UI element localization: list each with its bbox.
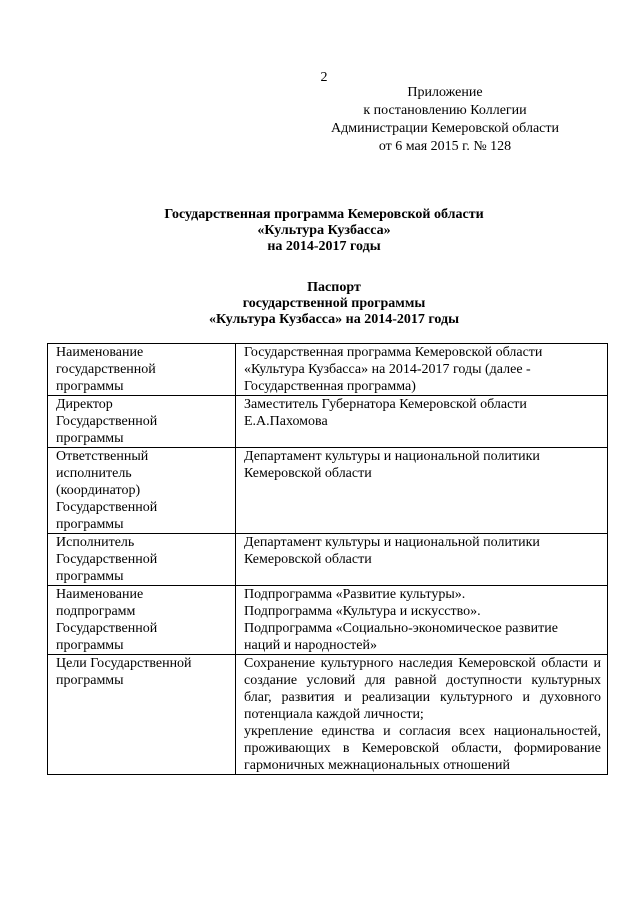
label-line: (координатор) <box>56 483 141 498</box>
value-line: Кемеровской области <box>244 552 372 567</box>
table-row <box>48 534 608 586</box>
title-line: «Культура Кузбасса» <box>257 223 391 238</box>
value-paragraph: Сохранение культурного наследия Кемеровской области и создание условий для равной доступности культурных благ, развития и реализации культурного и духовного потенциала каждой личности; <box>244 656 601 722</box>
passport-title <box>0 280 640 328</box>
passport-table <box>47 343 608 775</box>
table-row <box>48 655 608 775</box>
program-title <box>0 207 640 255</box>
title-line: государственной программы <box>242 296 426 311</box>
label-line: Директор <box>56 397 113 412</box>
row-label <box>48 396 236 448</box>
value-line: Государственная программа) <box>244 379 416 394</box>
page-number: 2 <box>320 70 328 85</box>
label-line: Государственной <box>56 414 158 429</box>
appendix-line: Приложение <box>407 85 483 100</box>
label-line: программы <box>56 638 124 653</box>
appendix-header <box>295 84 595 156</box>
row-label <box>48 534 236 586</box>
label-line: программы <box>56 673 124 688</box>
title-line: Паспорт <box>307 280 361 295</box>
label-line: Государственной <box>56 500 158 515</box>
appendix-line: к постановлению Коллегии <box>363 103 527 118</box>
value-line: Государственная программа Кемеровской области <box>244 345 543 360</box>
title-line: на 2014-2017 годы <box>267 239 381 254</box>
appendix-line: от 6 мая 2015 г. № 128 <box>378 139 512 154</box>
row-value <box>236 655 608 775</box>
table-row <box>48 344 608 396</box>
label-line: Государственной <box>56 621 158 636</box>
row-label <box>48 448 236 534</box>
title-line: «Культура Кузбасса» на 2014-2017 годы <box>208 312 460 327</box>
value-line: Заместитель Губернатора Кемеровской области <box>244 397 527 412</box>
label-line: программы <box>56 431 124 446</box>
value-line: Подпрограмма «Социально-экономическое развитие <box>244 621 558 636</box>
value-line: Кемеровской области <box>244 466 372 481</box>
label-line: государственной <box>56 362 156 377</box>
row-label <box>48 655 236 775</box>
row-value <box>236 396 608 448</box>
label-line: Ответственный <box>56 449 149 464</box>
value-line: «Культура Кузбасса» на 2014-2017 годы (далее - <box>244 362 531 377</box>
value-line: наций и народностей» <box>244 638 377 653</box>
title-line: Государственная программа Кемеровской области <box>164 207 484 222</box>
row-value <box>236 344 608 396</box>
value-line: Е.А.Пахомова <box>244 414 328 429</box>
value-paragraph: укрепление единства и согласия всех национальностей, проживающих в Кемеровской области, формирование гармоничных межнациональных отношений <box>244 724 601 773</box>
row-value <box>236 534 608 586</box>
row-label <box>48 344 236 396</box>
label-line: программы <box>56 517 124 532</box>
row-label <box>48 586 236 655</box>
label-line: Цели Государственной <box>56 656 192 671</box>
table-row <box>48 586 608 655</box>
label-line: программы <box>56 569 124 584</box>
label-line: подпрограмм <box>56 604 136 619</box>
label-line: Государственной <box>56 552 158 567</box>
value-line: Департамент культуры и национальной политики <box>244 449 540 464</box>
label-line: программы <box>56 379 124 394</box>
appendix-line: Администрации Кемеровской области <box>331 121 559 136</box>
label-line: Исполнитель <box>56 535 135 550</box>
table-row <box>48 396 608 448</box>
value-line: Департамент культуры и национальной политики <box>244 535 540 550</box>
label-line: Наименование <box>56 587 144 602</box>
label-line: исполнитель <box>56 466 132 481</box>
table-row <box>48 448 608 534</box>
value-line: Подпрограмма «Развитие культуры». <box>244 587 466 602</box>
label-line: Наименование <box>56 345 144 360</box>
value-line: Подпрограмма «Культура и искусство». <box>244 604 481 619</box>
row-value <box>236 586 608 655</box>
row-value <box>236 448 608 534</box>
